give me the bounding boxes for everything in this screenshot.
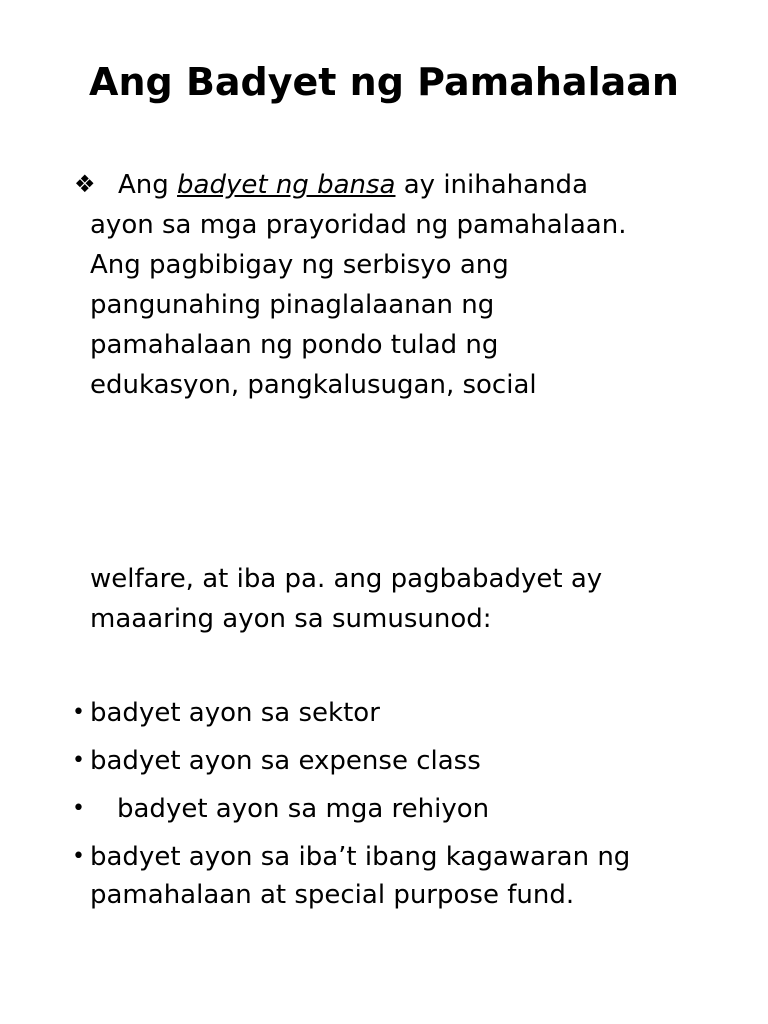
bullet-dot-icon: • xyxy=(72,700,85,725)
bullet-dot-icon: • xyxy=(72,844,85,869)
list-item xyxy=(72,790,732,828)
slide-title: Ang Badyet ng Pamahalaan xyxy=(89,60,679,104)
paragraph-line-1-rest: ay inihahanda xyxy=(395,170,588,200)
budget-types-list xyxy=(72,694,732,924)
paragraph-line-2: ayon sa mga prayoridad ng pamahalaan. xyxy=(90,210,627,240)
list-item-line-1: badyet ayon sa iba’t ibang kagawaran ng xyxy=(90,842,631,872)
paragraph-line-3: Ang pagbibigay ng serbisyo ang xyxy=(90,250,509,280)
intro-paragraph xyxy=(90,165,730,405)
list-item xyxy=(72,694,732,732)
list-item xyxy=(72,838,732,914)
continuation-paragraph xyxy=(90,559,730,639)
list-item-text: badyet ayon sa mga rehiyon xyxy=(117,794,490,824)
paragraph-line-1 xyxy=(118,165,730,205)
list-item xyxy=(72,742,732,780)
list-item-line-2: pamahalaan at special purpose fund. xyxy=(90,880,575,910)
diamond-bullet-icon: ❖ xyxy=(74,170,96,198)
list-item-text: badyet ayon sa expense class xyxy=(90,746,481,776)
paragraph-line-4: pangunahing pinaglalaanan ng xyxy=(90,290,495,320)
continuation-line-1: welfare, at iba pa. ang pagbabadyet ay xyxy=(90,564,603,594)
badyet-ng-bansa-term: badyet ng bansa xyxy=(177,170,396,200)
paragraph-intro: Ang xyxy=(118,170,178,200)
bullet-dot-icon: • xyxy=(72,748,85,773)
list-item-text xyxy=(90,838,732,914)
list-item-text: badyet ayon sa sektor xyxy=(90,698,380,728)
paragraph-line-5: pamahalaan ng pondo tulad ng xyxy=(90,330,499,360)
paragraph-line-6: edukasyon, pangkalusugan, social xyxy=(90,370,537,400)
continuation-line-2: maaaring ayon sa sumusunod: xyxy=(90,604,492,634)
bullet-dot-icon: • xyxy=(72,796,85,821)
